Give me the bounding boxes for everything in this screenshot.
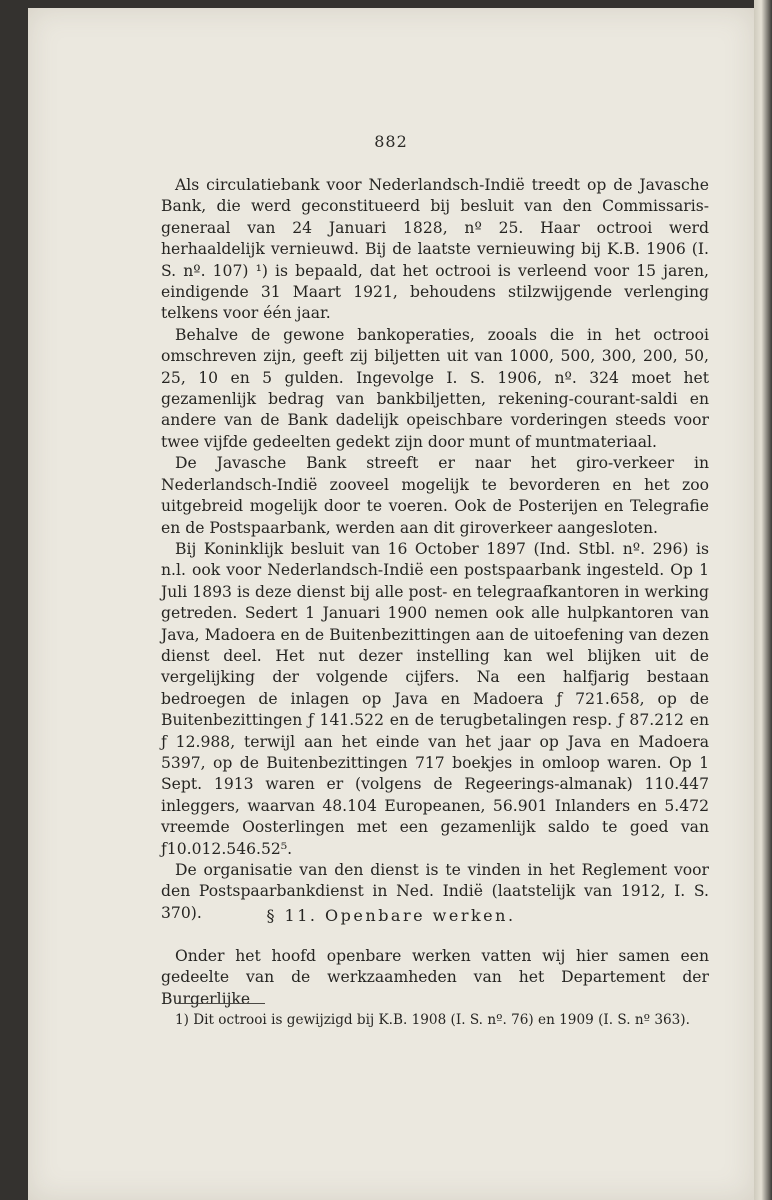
paragraph-javasche-bank: Als circulatiebank voor Nederlandsch-Indië treedt op de Javasche Bank, die werd geconstitueerd bij besluit van den Commissaris-generaal van 24 Januari 1828, nº 25. Haar octrooi werd herhaaldelijk vernieuwd. Bij de laatste vernieuwing bij K.B. 1906 (I. S. nº. 107) ¹) is bepaald, dat het octrooi is verleend voor 15 jaren, eindigende 31 Maart 1921, behoudens stilzwijgende verlenging telkens voor één jaar. [161, 176, 709, 323]
body-text [161, 175, 709, 924]
footnote: 1) Dit octrooi is gewijzigd bij K.B. 1908 (I. S. nº. 76) en 1909 (I. S. nº 363). [175, 1012, 690, 1028]
footnote-divider [175, 1003, 265, 1004]
paragraph-postspaarbank: Bij Koninklijk besluit van 16 October 1897 (Ind. Stbl. nº. 296) is n.l. ook voor Nederlandsch-Indië een postspaarbank ingesteld. Op 1 Juli 1893 is deze dienst bij alle post- en telegraafkantoren in werking getreden. Sedert 1 Januari 1900 nemen ook alle hulpkantoren van Java, Madoera en de Buitenbezittingen aan de uitoefening van dezen dienst deel. Het nut dezer instelling kan wel blijken uit de vergelijking der volgende cijfers. Na een halfjarig bestaan bedroegen de inlagen op Java en Madoera ƒ 721.658, op de Buitenbezittingen ƒ 141.522 en de terugbetalingen resp. ƒ 87.212 en ƒ 12.988, terwijl aan het einde van het jaar op Java en Madoera 5397, op de Buitenbezittingen 717 boekjes in omloop waren. Op 1 Sept. 1913 waren er (volgens de Regeerings-almanak) 110.447 inleggers, waarvan 48.104 Europeanen, 56.901 Inlanders en 5.472 vreemde Oosterlingen met een gezamenlijk saldo te goed van ƒ10.012.546.52⁵. [161, 539, 709, 858]
section-heading: § 11. Openbare werken. [266, 906, 516, 925]
paragraph-giro-verkeer: De Javasche Bank streeft er naar het giro-verkeer in Nederlandsch-Indië zooveel mogelijk te bevorderen en het zoo uitgebreid mogelijk door te voeren. Ook de Posterijen en Telegrafie en de Postspaarbank, werden aan dit giroverkeer aangesloten. [161, 454, 709, 537]
paragraph-organisatie: De organisatie van den dienst is te vinden in het Reglement voor den Postspaarbankdienst in Ned. Indië (laatstelijk van 1912, I. S. 370). [161, 861, 709, 922]
paragraph-openbare-werken: Onder het hoofd openbare werken vatten wij hier samen een gedeelte van de werkzaamheden van het Departement der Burgerlijke [161, 947, 709, 1008]
paragraph-bankoperaties: Behalve de gewone bankoperaties, zooals die in het octrooi omschreven zijn, geeft zij biljetten uit van 1000, 500, 300, 200, 50, 25, 10 en 5 gulden. Ingevolge I. S. 1906, nº. 324 moet het gezamenlijk bedrag van bankbiljetten, rekening-courant-saldi en andere van de Bank dadelijk opeischbare vorderingen steeds voor twee vijfde gedeelten gedekt zijn door munt of muntmateriaal. [161, 325, 709, 451]
page-number: 882 [374, 132, 408, 151]
book-page [28, 8, 754, 1200]
next-page-edge [754, 0, 772, 1200]
